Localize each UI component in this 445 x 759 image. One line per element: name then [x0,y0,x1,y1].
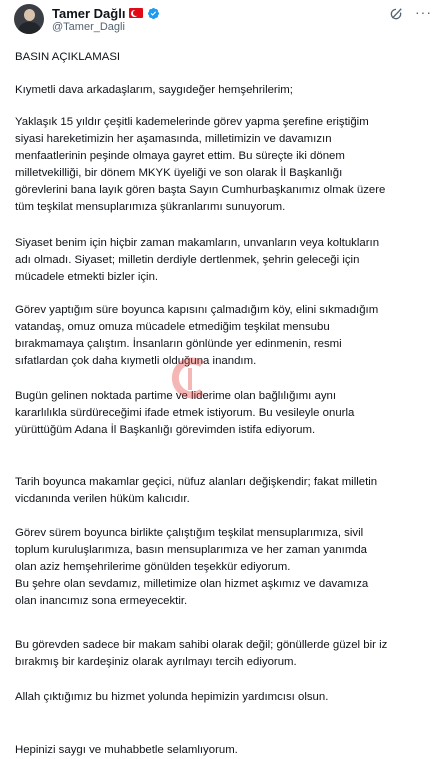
post-paragraph: Yaklaşık 15 yıldır çeşitli kademelerinde görev yapma şerefine eriştiğim siyasi hareketimizin her aşamasında, milletimizin ve davamızın menfaatlerinin peşinde olmaya gayret ettim. Bu süreçte iki dönem milletvekilliği, bir dönem MKYK üyeliği ve son olarak İl Başkanlığı görevlerini bana layık gören başta Sayın Cumhurbaşkanımız olmak üzere tüm teşkilat mensuplarımıza şükranlarımı sunuyorum. [15,116,386,213]
post-paragraph: Görev sürem boyunca birlikte çalıştığım teşkilat mensuplarımıza, sivil toplum kuruluşlarımıza, basın mensuplarımıza ve her zaman yanımda olan aziz hemşehrilerime gönülden teşekkür ediyorum. [15,527,367,573]
author-display-name[interactable]: Tamer Dağlı [52,5,126,21]
post-paragraph: Bu görevden sadece bir makam sahibi olarak değil; gönüllerde güzel bir iz bırakmış bir kardeşiniz olarak ayrılmayı tercih ediyorum. [15,639,388,668]
post-header [0,0,445,40]
more-options-icon[interactable]: ··· [415,4,432,20]
turkey-flag-icon [129,8,143,18]
post-title: BASIN AÇIKLAMASI [15,51,121,63]
post-paragraph: Görev yaptığım süre boyunca kapısını çalmadığım köy, elini sıkmadığım vatandaş, omuz omuza mücadele etmediğim teşkilat mensubu bırakmamaya çalıştım. İnsanların gönlünde yer edinmenin, resmi sıfatlardan çok daha kıymetli olduğuna inandım. [15,304,379,367]
grok-icon[interactable] [389,7,403,21]
post-paragraph: Hepinizi saygı ve muhabbetle selamlıyorum. [15,744,238,756]
post-paragraph: Siyaset benim için hiçbir zaman makamların, unvanların veya koltukların adı olmadı. Siyaset; milletin derdiyle dertlenmek, şehrin geleceği için mücadele etmekti bizler için. [15,237,380,283]
post-paragraph: Kıymetli dava arkadaşlarım, saygıdeğer hemşehrilerim; [15,84,293,96]
watermark-logo-icon [168,354,212,402]
avatar[interactable] [14,4,44,34]
post-paragraph: Allah çıktığımız bu hizmet yolunda hepimizin yardımcısı olsun. [15,691,329,703]
post-paragraph: Tarih boyunca makamlar geçici, nüfuz alanları değişkendir; fakat milletin vicdanında verilen hüküm kalıcıdır. [15,476,378,505]
post-paragraph: Bugün gelinen noktada partime ve liderime olan bağlılığımı aynı kararlılıkla sürdüreceğimi ifade etmek istiyorum. Bu vesileyle onurla yürüttüğüm Adana İl Başkanlığı görevimden istifa ediyorum. [15,390,355,436]
author-name-row[interactable] [52,5,160,21]
author-handle[interactable]: @Tamer_Dagli [52,21,125,33]
verified-badge-icon [147,7,160,20]
post-paragraph: Bu şehre olan sevdamız, milletimize olan hizmet aşkımız ve davamıza olan inancımız sona ermeyecektir. [15,578,369,607]
